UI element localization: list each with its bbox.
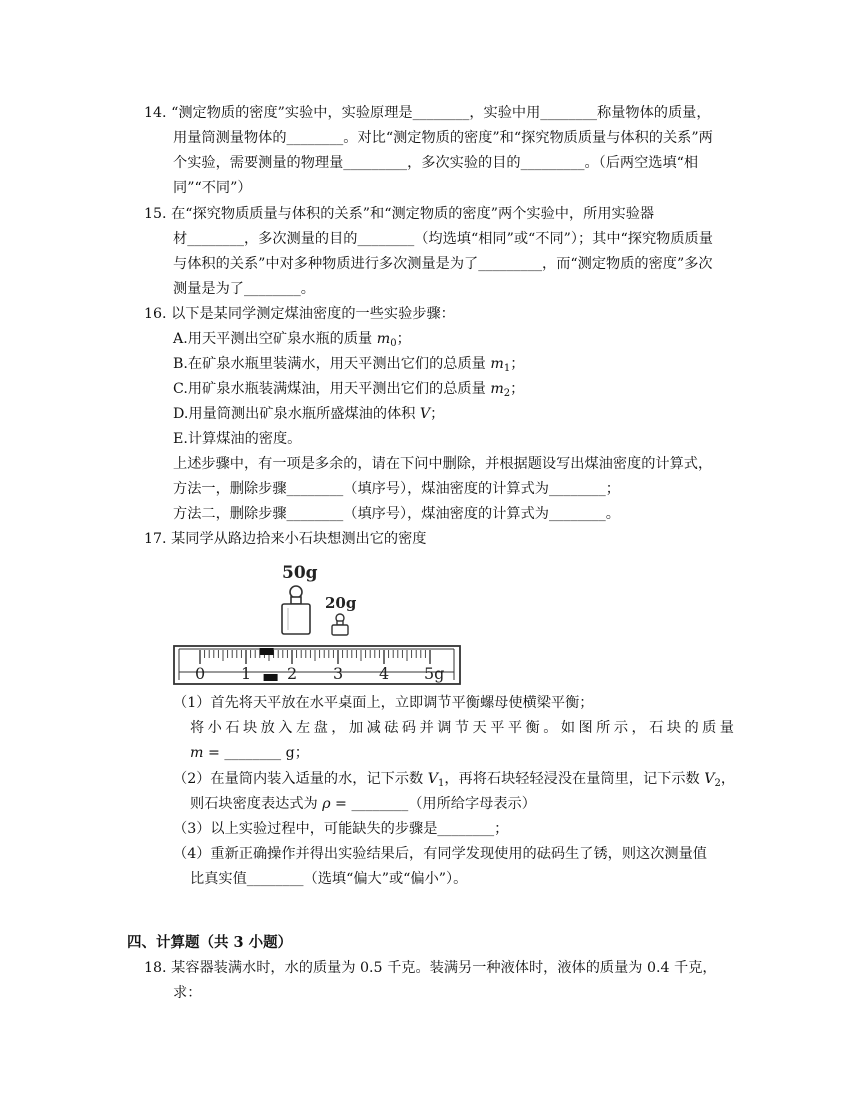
- scale-label: 0: [195, 664, 206, 683]
- q17-intro: 17. 某同学从路边拾来小石块想测出它的密度: [144, 531, 427, 547]
- q16-step-a: A.用天平测出空矿泉水瓶的质量 $m_0$；: [173, 331, 411, 349]
- scale-label: 5g: [424, 664, 445, 683]
- q14-line-3: 个实验，需要测量的物理量_________，多次实验的目的_________。（后两空选填“相: [173, 155, 699, 171]
- q16-intro: 16. 以下是某同学测定煤油密度的一些实验步骤：: [144, 306, 455, 322]
- q17-part3: （3）以上实验过程中，可能缺失的步骤是________；: [173, 821, 509, 837]
- rider-top: [260, 648, 274, 655]
- q16-step-b: B.在矿泉水瓶里装满水，用天平测出它们的总质量 $m_1$；: [173, 356, 525, 374]
- q17-part1-c: m = ________ g；: [190, 745, 309, 761]
- scale-label: 3: [333, 664, 344, 683]
- q15-line-4: 测量是为了________。: [173, 281, 315, 297]
- scale-label: 1: [241, 664, 252, 683]
- weight-20g-icon: [332, 614, 348, 635]
- q16-method-2: 方法二，删除步骤________（填序号），煤油密度的计算式为________。: [173, 506, 620, 522]
- q16-step-d: D.用量筒测出矿泉水瓶所盛煤油的体积 V；: [173, 406, 445, 422]
- q16-step-c: C.用矿泉水瓶装满煤油，用天平测出它们的总质量 $m_2$；: [173, 381, 525, 399]
- q15-line-3: 与体积的关系”中对多种物质进行多次测量是为了_________，而“测定物质的密度”多次: [173, 256, 713, 272]
- weight-50g-label: 50g: [282, 563, 318, 583]
- q16-method-1: 方法一，删除步骤________（填序号），煤油密度的计算式为________；: [173, 481, 620, 497]
- weight-20g-label: 20g: [325, 594, 357, 612]
- rider-bottom: [264, 674, 278, 681]
- q17-part4-b: 比真实值________（选填“偏大”或“偏小”）。: [190, 871, 468, 887]
- q16-ask: 上述步骤中，有一项是多余的，请在下问中删除，并根据题设写出煤油密度的计算式，: [173, 456, 713, 472]
- q17-part2-a: （2）在量筒内装入适量的水，记下示数 $V_1$，再将石块轻轻浸没在量筒里，记下示数 $V_2$，: [173, 771, 736, 789]
- weight-50g-icon: [282, 586, 310, 634]
- section-4-title: 四、计算题（共 3 小题）: [127, 934, 293, 951]
- q18-line-1: 18. 某容器装满水时，水的质量为 0.5 千克。装满另一种液体时，液体的质量为 0.4 千克，: [144, 960, 717, 976]
- q15-line-1: 15. 在“探究物质质量与体积的关系”和“测定物质的密度”两个实验中，所用实验器: [144, 206, 655, 222]
- q18-line-2: 求：: [173, 985, 202, 1001]
- q15-line-2: 材________，多次测量的目的________（均选填“相同”或“不同”）；其中“探究物质质量: [173, 231, 713, 247]
- q17-part4-a: （4）重新正确操作并得出实验结果后，有同学发现使用的砝码生了锈，则这次测量值: [173, 846, 707, 862]
- q14-line-1: 14. “测定物质的密度”实验中，实验原理是________，实验中用________称量物体的质量，: [144, 105, 711, 121]
- scale-label: 4: [379, 664, 390, 683]
- q17-part1-a: （1）首先将天平放在水平桌面上，立即调节平衡螺母使横梁平衡；: [173, 695, 594, 711]
- q14-line-2: 用量筒测量物体的________。对比“测定物质的密度”和“探究物质质量与体积的关系”两: [173, 130, 713, 146]
- scale-label: 2: [287, 664, 298, 683]
- q16-step-e: E.计算煤油的密度。: [173, 431, 302, 447]
- balance-figure: [170, 558, 470, 690]
- q17-part1-b: 将小石块放入左盘，加减砝码并调节天平平衡。如图所示，石块的质量: [190, 720, 734, 736]
- q17-part2-b: 则石块密度表达式为 ρ = ________（用所给字母表示）: [190, 796, 536, 812]
- balance-beam: [174, 646, 460, 684]
- q14-line-4: 同”“不同”）: [173, 180, 252, 196]
